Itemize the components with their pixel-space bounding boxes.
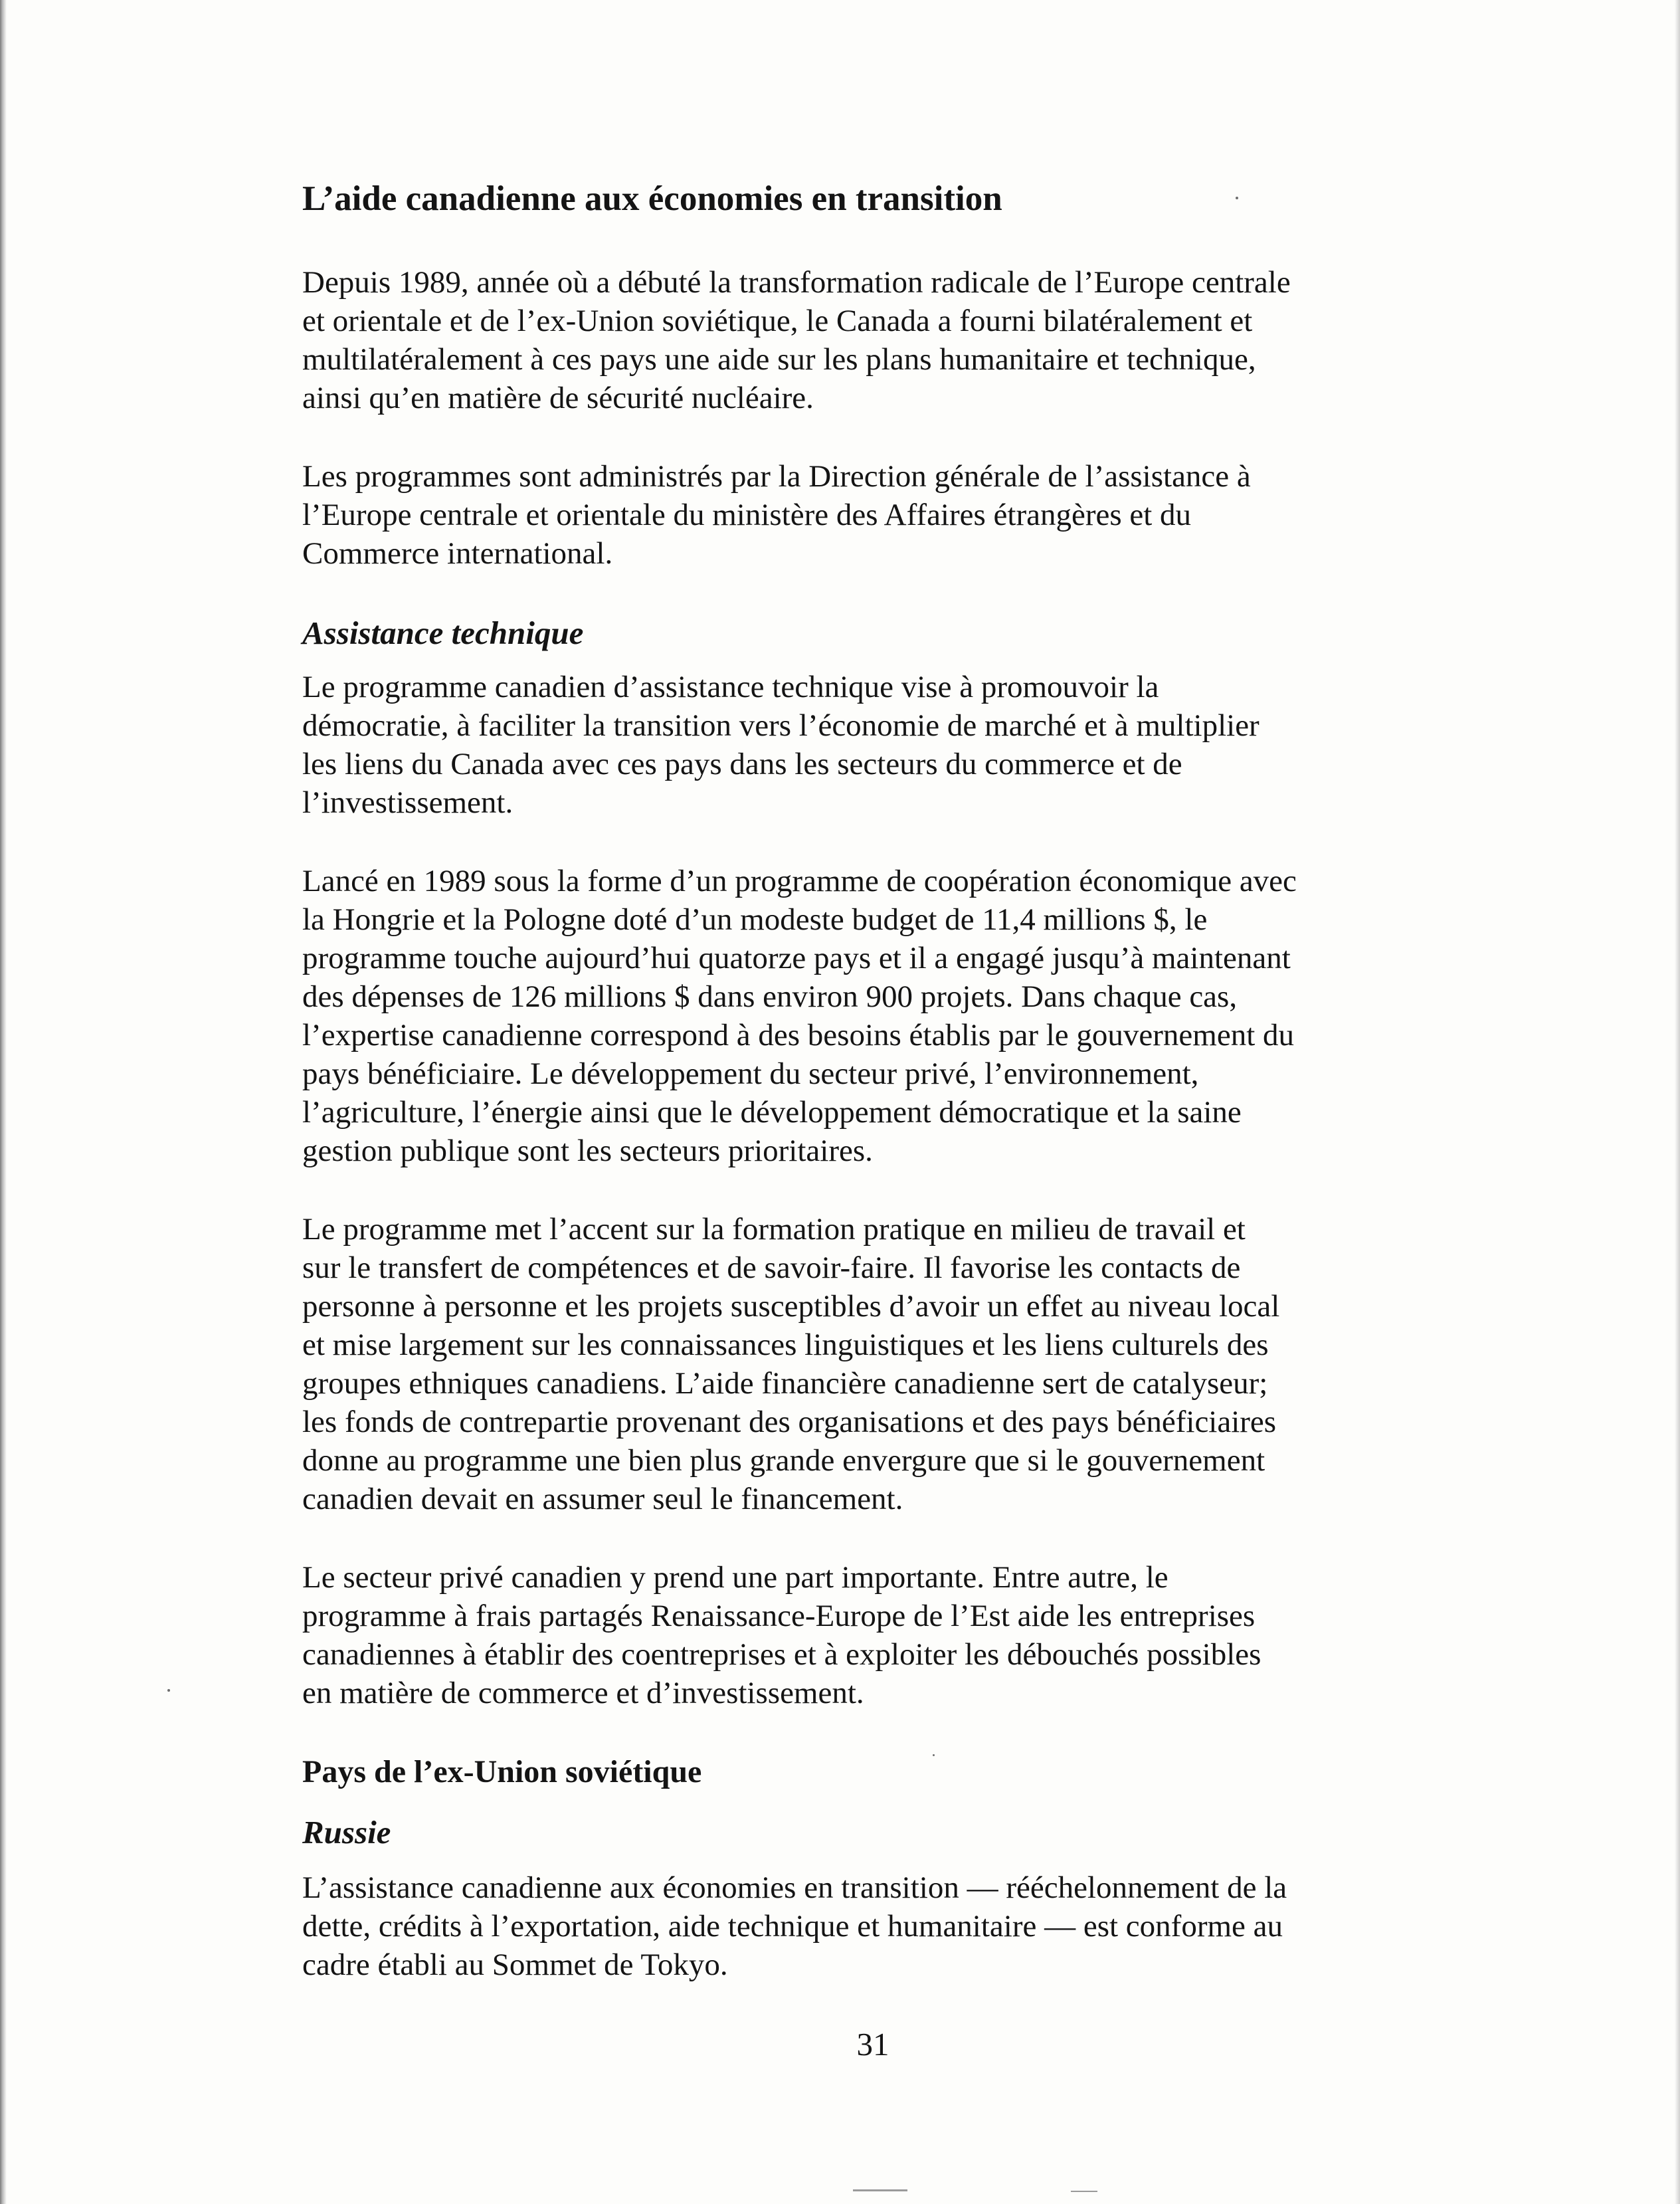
russia-paragraph — [302, 1868, 1432, 1984]
scan-edge-right — [1675, 0, 1680, 2204]
text-line: donne au programme une bien plus grande envergure que si le gouvernement — [302, 1443, 1265, 1478]
text-line: Lancé en 1989 sous la forme d’un programme de coopération économique avec — [302, 863, 1297, 898]
scan-mark-bottom — [853, 2189, 907, 2191]
text-line: Le programme canadien d’assistance technique vise à promouvoir la — [302, 669, 1159, 704]
text-line: Le secteur privé canadien y prend une part importante. Entre autre, le — [302, 1559, 1168, 1595]
intro-paragraph-1 — [302, 263, 1432, 417]
technical-paragraph-3 — [302, 1210, 1432, 1518]
scan-speck — [933, 1754, 935, 1756]
text-line: canadien devait en assumer seul le financement. — [302, 1481, 903, 1516]
section-heading-ex-ussr: Pays de l’ex-Union soviétique — [302, 1753, 702, 1789]
text-line: programme touche aujourd’hui quatorze pays et il a engagé jusqu’à maintenant — [302, 940, 1291, 975]
section-heading-technical-assistance: Assistance technique — [302, 614, 584, 651]
text-line: ainsi qu’en matière de sécurité nucléaire. — [302, 380, 814, 415]
text-line: cadre établi au Sommet de Tokyo. — [302, 1948, 728, 1983]
text-line: l’investissement. — [302, 785, 513, 820]
text-line: multilatéralement à ces pays une aide sur les plans humanitaire et technique, — [302, 342, 1256, 377]
text-line: sur le transfert de compétences et de savoir-faire. Il favorise les contacts de — [302, 1250, 1241, 1285]
document-title: L’aide canadienne aux économies en transition — [302, 179, 1002, 218]
text-line: Le programme met l’accent sur la formation pratique en milieu de travail et — [302, 1211, 1246, 1247]
text-line: dette, crédits à l’exportation, aide technique et humanitaire — est conforme au — [302, 1909, 1283, 1944]
technical-paragraph-4 — [302, 1558, 1432, 1712]
text-line: canadiennes à établir des coentreprises et à exploiter les débouchés possibles — [302, 1637, 1261, 1672]
text-line: Depuis 1989, année où a débuté la transformation radicale de l’Europe centrale — [302, 264, 1291, 300]
page-number: 31 — [856, 2026, 889, 2062]
text-line: gestion publique sont les secteurs prioritaires. — [302, 1133, 873, 1168]
text-line: en matière de commerce et d’investissement. — [302, 1675, 864, 1710]
text-line: et mise largement sur les connaissances linguistiques et les liens culturels des — [302, 1327, 1269, 1362]
scan-edge-left — [0, 0, 7, 2204]
text-line: L’assistance canadienne aux économies en transition — rééchelonnement de la — [302, 1870, 1287, 1906]
text-line: l’Europe centrale et orientale du ministère des Affaires étrangères et du — [302, 497, 1192, 532]
text-line: Commerce international. — [302, 536, 613, 571]
scan-speck — [167, 1689, 170, 1692]
subheading-russia: Russie — [302, 1813, 391, 1851]
scan-mark-bottom — [1071, 2191, 1097, 2192]
intro-paragraph-2 — [302, 457, 1432, 573]
technical-paragraph-1 — [302, 668, 1432, 822]
technical-paragraph-2 — [302, 862, 1432, 1170]
text-line: personne à personne et les projets susceptibles d’avoir un effet au niveau local — [302, 1288, 1280, 1324]
text-line: programme à frais partagés Renaissance-Europe de l’Est aide les entreprises — [302, 1598, 1256, 1633]
scan-speck — [1236, 197, 1238, 199]
text-line: démocratie, à faciliter la transition vers l’économie de marché et à multiplier — [302, 708, 1260, 743]
text-line: Les programmes sont administrés par la Direction générale de l’assistance à — [302, 458, 1251, 494]
page-content — [302, 178, 1432, 2024]
text-line: pays bénéficiaire. Le développement du secteur privé, l’environnement, — [302, 1056, 1199, 1091]
text-line: les fonds de contrepartie provenant des organisations et des pays bénéficiaires — [302, 1404, 1277, 1439]
text-line: des dépenses de 126 millions $ dans environ 900 projets. Dans chaque cas, — [302, 979, 1238, 1014]
text-line: la Hongrie et la Pologne doté d’un modeste budget de 11,4 millions $, le — [302, 902, 1208, 937]
text-line: l’expertise canadienne correspond à des besoins établis par le gouvernement du — [302, 1017, 1295, 1052]
text-line: les liens du Canada avec ces pays dans les secteurs du commerce et de — [302, 746, 1182, 781]
text-line: groupes ethniques canadiens. L’aide financière canadienne sert de catalyseur; — [302, 1365, 1268, 1401]
text-line: l’agriculture, l’énergie ainsi que le développement démocratique et la saine — [302, 1094, 1242, 1130]
text-line: et orientale et de l’ex-Union soviétique, le Canada a fourni bilatéralement et — [302, 303, 1253, 338]
